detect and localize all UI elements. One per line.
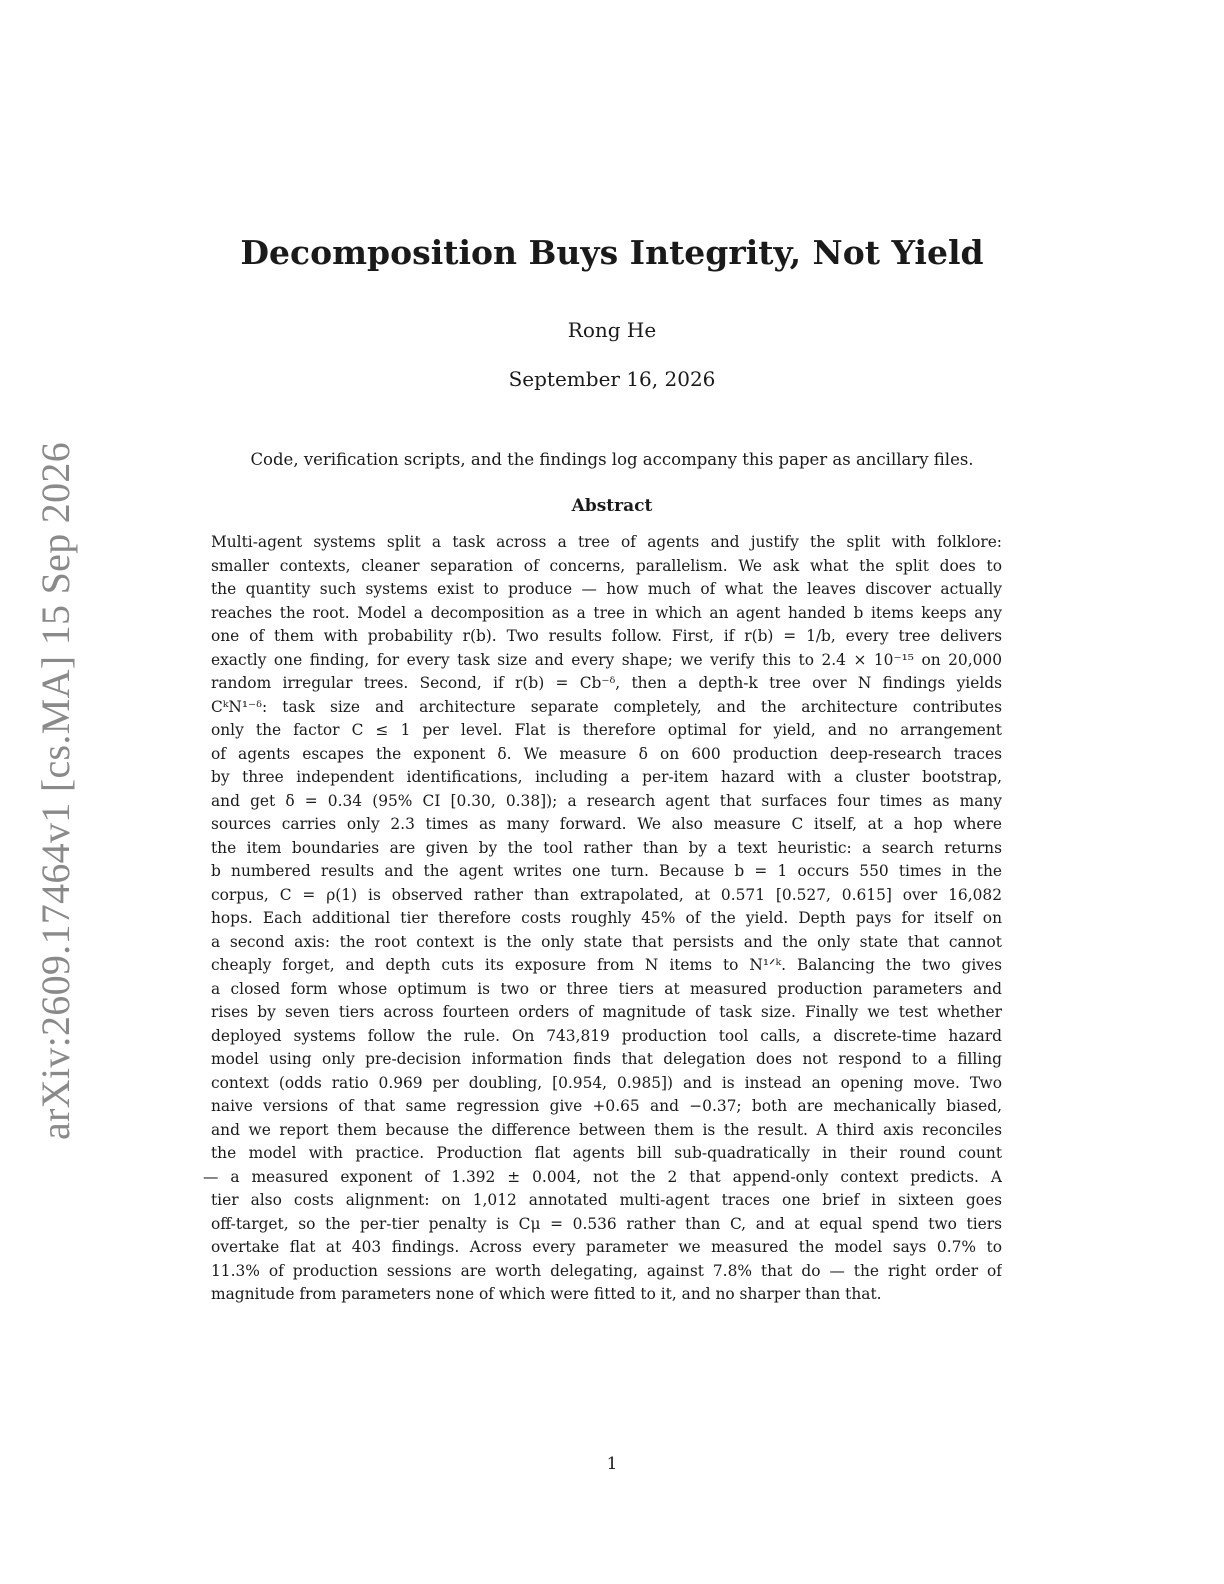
abstract-line: off-target, so the per-tier penalty is Cμ = 0.536 rather than C, and at equal spend two tiers [211,1214,1002,1233]
abstract-line: only the factor C ≤ 1 per level. Flat is therefore optimal for yield, and no arrangement [211,721,1002,739]
abstract-body [203,531,1002,1307]
abstract-line: sources carries only 2.3 times as many forward. We also measure C itself, at a hop where [211,815,1002,833]
abstract-line: by three independent identifications, including a per-item hazard with a cluster bootstrap, [211,768,1002,786]
ancillary-files-note: Code, verification scripts, and the findings log accompany this paper as ancillary files. [250,450,974,469]
abstract-line: the item boundaries are given by the tool rather than by a text heuristic: a search returns [211,838,1002,857]
abstract-line: hops. Each additional tier therefore costs roughly 45% of the yield. Depth pays for itself on [211,909,1002,927]
arxiv-identifier-stamp: arXiv:2609.17464v1 [cs.MA] 15 Sep 2026 [33,441,78,1140]
abstract-line: and get δ = 0.34 (95% CI [0.30, 0.38]); a research agent that surfaces four times as many [211,791,1002,810]
page-number: 1 [606,1454,618,1474]
abstract-line: 11.3% of production sessions are worth delegating, against 7.8% that do — the right order of [211,1261,1002,1280]
abstract-line: a second axis: the root context is the only state that persists and the only state that cannot [211,932,1002,951]
abstract-line: the quantity such systems exist to produce — how much of what the leaves discover actually [211,580,1002,598]
author-name: Rong He [567,318,657,342]
abstract-line: rises by seven tiers across fourteen orders of magnitude of task size. Finally we test whether [211,1003,1002,1021]
abstract-line: overtake flat at 403 findings. Across every parameter we measured the model says 0.7% to [211,1238,1002,1256]
abstract-line: cheaply forget, and depth cuts its exposure from N items to N¹ᐟᵏ. Balancing the two gives [211,956,1002,974]
abstract-line: one of them with probability r(b). Two results follow. First, if r(b) = 1/b, every tree delivers [211,627,1002,645]
abstract-line: deployed systems follow the rule. On 743,819 production tool calls, a discrete-time hazard [211,1026,1002,1045]
abstract-line: smaller contexts, cleaner separation of concerns, parallelism. We ask what the split does to [211,556,1002,575]
abstract-line: CᵏN¹⁻ᵟ: task size and architecture separate completely, and the architecture contributes [211,697,1002,716]
abstract-line: a closed form whose optimum is two or three tiers at measured production parameters and [211,979,1002,998]
abstract-line: random irregular trees. Second, if r(b) = Cb⁻ᵟ, then a depth-k tree over N findings yields [211,674,1002,692]
abstract-line: the model with practice. Production flat agents bill sub-quadratically in their round count [211,1144,1002,1162]
abstract-line: context (odds ratio 0.969 per doubling, [0.954, 0.985]) and is instead an opening move. Two [211,1073,1002,1092]
abstract-line: and we report them because the difference between them is the result. A third axis reconciles [211,1120,1002,1139]
abstract-line: Multi-agent systems split a task across a tree of agents and justify the split with folklore: [211,533,1002,551]
abstract-line: magnitude from parameters none of which were fitted to it, and no sharper than that. [211,1285,882,1303]
abstract-line: reaches the root. Model a decomposition as a tree in which an agent handed b items keeps any [211,603,1002,622]
abstract-line: naive versions of that same regression give +0.65 and −0.37; both are mechanically biased, [211,1097,1002,1115]
abstract-line: exactly one finding, for every task size and every shape; we verify this to 2.4 × 10⁻¹⁵ on 20,000 [211,650,1002,669]
publication-date: September 16, 2026 [508,367,716,391]
abstract-line: of agents escapes the exponent δ. We measure δ on 600 production deep-research traces [211,744,1002,763]
abstract-heading: Abstract [571,496,653,516]
abstract-line: tier also costs alignment: on 1,012 annotated multi-agent traces one brief in sixteen goes [211,1191,1002,1209]
abstract-line: model using only pre-decision information finds that delegation does not respond to a filling [211,1050,1002,1068]
abstract-line: corpus, C = ρ(1) is observed rather than extrapolated, at 0.571 [0.527, 0.615] over 16,082 [211,885,1002,904]
abstract-line: — a measured exponent of 1.392 ± 0.004, not the 2 that append-only context predicts. A [203,1167,1002,1186]
abstract-line: b numbered results and the agent writes one turn. Because b = 1 occurs 550 times in the [211,862,1002,880]
paper-title: Decomposition Buys Integrity, Not Yield [240,233,984,272]
